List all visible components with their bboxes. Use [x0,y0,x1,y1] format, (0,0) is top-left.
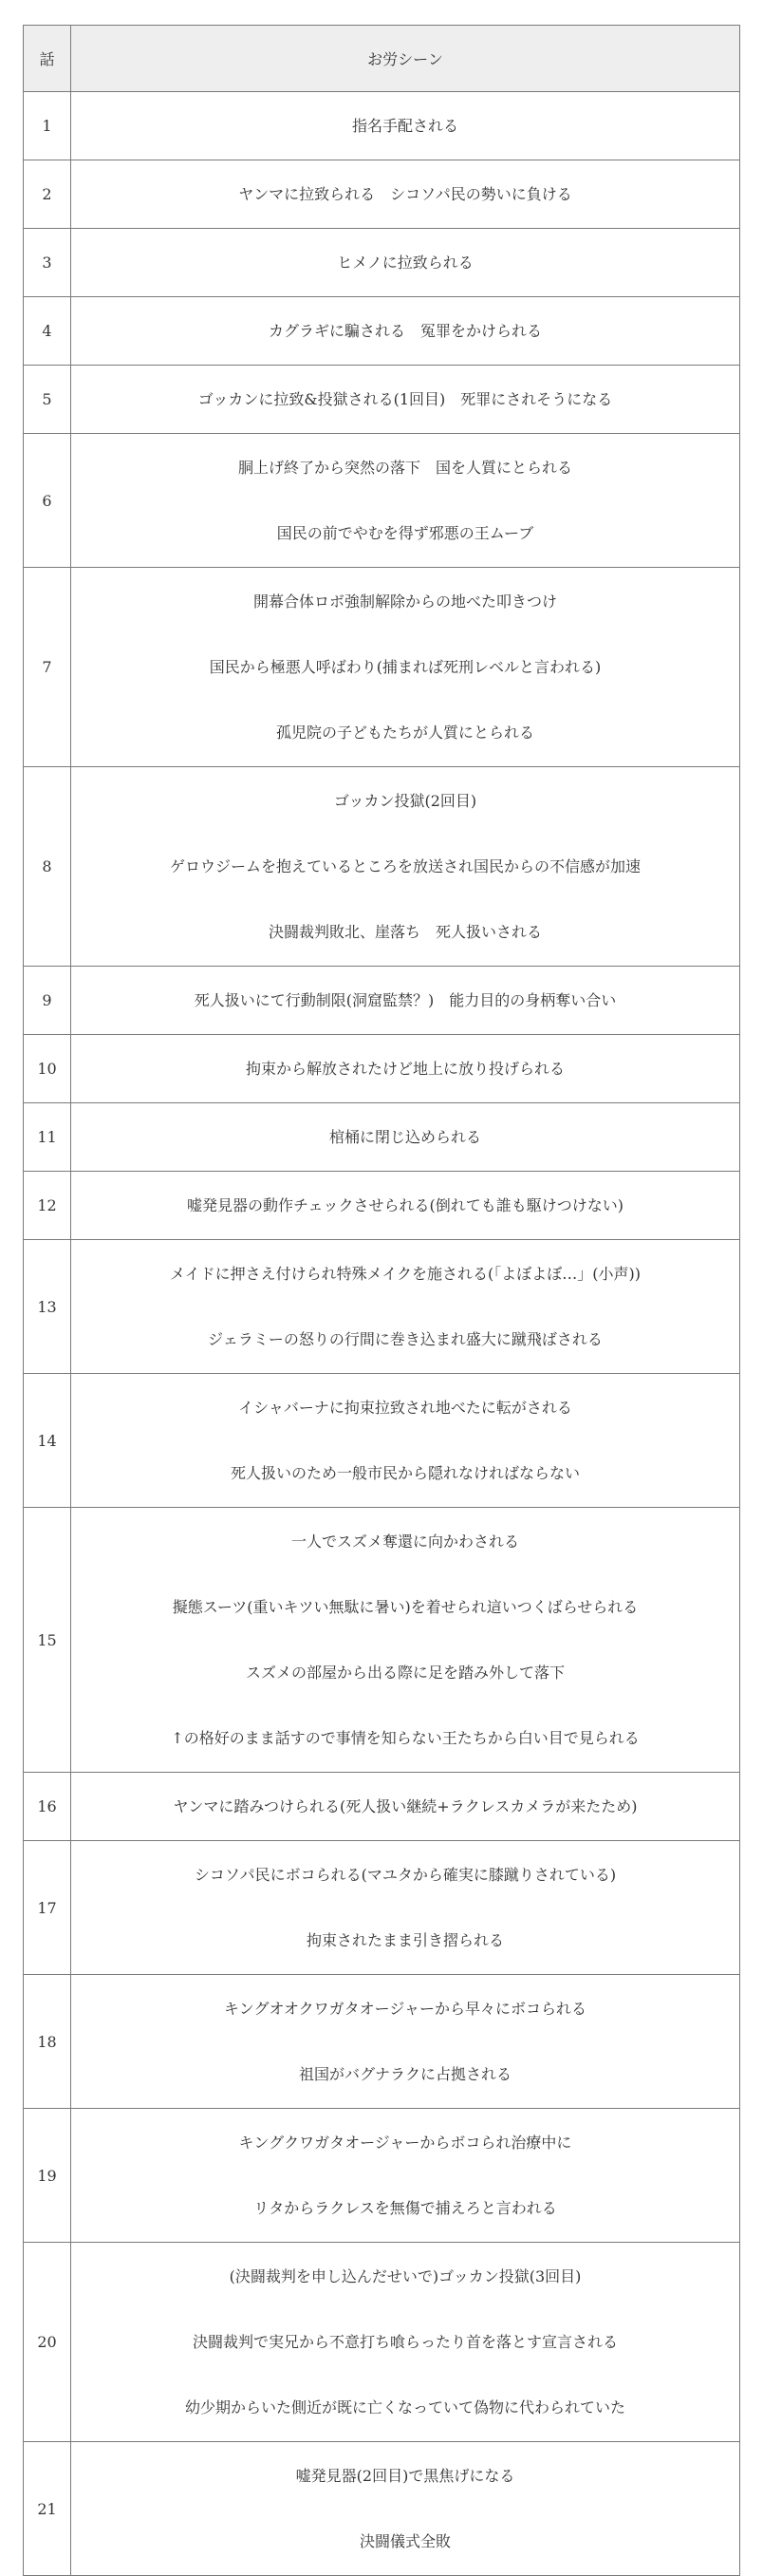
table-row [24,1240,740,1374]
table-row [24,1035,740,1103]
scene-line: 決闘裁判敗北、崖落ち 死人扱いされる [268,923,542,941]
scene-line: シコソパ民にボコられる(マユタから確実に膝蹴りされている) [194,1866,617,1884]
episode-number: 5 [24,366,71,434]
episode-number: 12 [24,1172,71,1240]
scene-line: 指名手配される [351,117,458,135]
table-row [24,1508,740,1773]
scene-list-cell [71,1773,740,1841]
scene-line: 国民の前でやむを得ず邪悪の王ムーブ [276,524,534,542]
scene-line: ↑の格好のまま話すので事情を知らない王たちから白い目で見られる [171,1729,640,1747]
scene-line: 一人でスズメ奪還に向かわされる [290,1532,519,1551]
episode-number: 7 [24,568,71,767]
scene-line: リタからラクレスを無傷で捕えろと言われる [253,2199,557,2217]
table-row [24,92,740,160]
scene-list-cell [71,568,740,767]
scene-line: 国民から極悪人呼ばわり(捕まれば死刑レベルと言われる) [209,658,602,676]
table-row [24,160,740,229]
scene-list-cell [71,1103,740,1172]
scene-line: キングオオクワガタオージャーから早々にボコられる [223,2000,587,2018]
scene-line: 拘束から解放されたけど地上に放り投げられる [245,1060,565,1078]
table-row [24,767,740,967]
scene-list-cell [71,1841,740,1975]
scene-list-cell [71,434,740,568]
scene-list-cell [71,229,740,297]
scene-list-cell [71,92,740,160]
episode-number: 4 [24,297,71,366]
scene-line: キングクワガタオージャーからボコられ治療中に [238,2134,572,2152]
scene-line: 決闘裁判で実兄から不意打ち喰らったり首を落とす宣言される [192,2333,618,2351]
table-row [24,229,740,297]
episode-number: 11 [24,1103,71,1172]
episode-number: 15 [24,1508,71,1773]
scene-list-cell [71,366,740,434]
scene-list-cell [71,1240,740,1374]
table-row [24,2109,740,2243]
episode-number: 2 [24,160,71,229]
episode-number: 20 [24,2243,71,2442]
table-row [24,2442,740,2576]
scene-line: スズメの部屋から出る際に足を踏み外して落下 [245,1664,565,1682]
episode-column-header: 話 [24,26,71,92]
table-row [24,1172,740,1240]
scene-list-cell [71,2442,740,2576]
episode-number: 18 [24,1975,71,2109]
table-row [24,568,740,767]
scene-list-cell [71,2243,740,2442]
table-row [24,366,740,434]
scene-line: ゴッカンに拉致&投獄される(1回目) 死罪にされそうになる [197,390,613,408]
scenes-column-header: お労シーン [71,26,740,92]
scene-list-cell [71,1508,740,1773]
table-row [24,2243,740,2442]
episode-scene-table [23,25,740,2576]
episode-number: 3 [24,229,71,297]
scene-line: イシャバーナに拘束拉致され地べたに転がされる [238,1399,572,1417]
scene-line: 擬態スーツ(重いキツい無駄に暑い)を着せられ這いつくばらせられる [172,1598,639,1616]
scene-list-cell [71,2109,740,2243]
table-row [24,434,740,568]
episode-number: 6 [24,434,71,568]
episode-number: 1 [24,92,71,160]
scene-line: 死人扱いのため一般市民から隠れなければならない [230,1464,580,1482]
table-header-row [24,26,740,92]
scene-list-cell [71,1172,740,1240]
scene-line: 孤児院の子どもたちが人質にとられる [275,724,534,742]
scene-line: 拘束されたまま引き摺られる [306,1931,504,1949]
scene-list-cell [71,767,740,967]
scene-line: 決闘儀式全敗 [359,2532,451,2550]
scene-list-cell [71,297,740,366]
table-body [24,92,740,2576]
table-row [24,1103,740,1172]
scene-list-cell [71,1975,740,2109]
episode-number: 17 [24,1841,71,1975]
episode-number: 14 [24,1374,71,1508]
scene-line: (決闘裁判を申し込んだせいで)ゴッカン投獄(3回目) [229,2267,582,2285]
scene-line: 死人扱いにて行動制限(洞窟監禁？) 能力目的の身柄奪い合い [194,991,617,1009]
table-row [24,1374,740,1508]
scene-line: ヒメノに拉致られる [337,254,474,272]
scene-list-cell [71,1035,740,1103]
episode-number: 10 [24,1035,71,1103]
scene-line: ゴッカン投獄(2回目) [333,792,477,810]
scene-line: 開幕合体ロボ強制解除からの地べた叩きつけ [252,592,557,611]
episode-number: 13 [24,1240,71,1374]
scene-list-cell [71,1374,740,1508]
episode-number: 9 [24,967,71,1035]
scene-line: 嘘発見器(2回目)で黒焦げになる [295,2467,515,2485]
table-row [24,1841,740,1975]
table-row [24,1773,740,1841]
scene-line: ヤンマに踏みつけられる(死人扱い継続+ラクレスカメラが来たため) [173,1797,638,1815]
table-row [24,967,740,1035]
scene-line: ジェラミーの怒りの行間に巻き込まれ盛大に蹴飛ばされる [208,1330,603,1348]
episode-number: 16 [24,1773,71,1841]
episode-number: 21 [24,2442,71,2576]
scene-line: 棺桶に閉じ込められる [328,1128,481,1146]
scene-line: 嘘発見器の動作チェックさせられる(倒れても誰も駆けつけない) [186,1196,623,1214]
scene-line: ヤンマに拉致られる シコソパ民の勢いに負ける [238,185,572,203]
scene-line: メイドに押さえ付けられ特殊メイクを施される(「よぼよぼ…」(小声)) [169,1265,641,1283]
scene-line: カグラギに騙される 冤罪をかけられる [268,322,542,340]
scene-list-cell [71,160,740,229]
scene-line: 祖国がバグナラクに占拠される [298,2065,512,2083]
episode-number: 8 [24,767,71,967]
table-row [24,1975,740,2109]
table-row [24,297,740,366]
scene-line: 幼少期からいた側近が既に亡くなっていて偽物に代わられていた [184,2398,625,2416]
scene-list-cell [71,967,740,1035]
scene-line: 胴上げ終了から突然の落下 国を人質にとられる [237,459,572,477]
scene-line: ゲロウジームを抱えているところを放送され国民からの不信感が加速 [169,857,641,875]
episode-number: 19 [24,2109,71,2243]
